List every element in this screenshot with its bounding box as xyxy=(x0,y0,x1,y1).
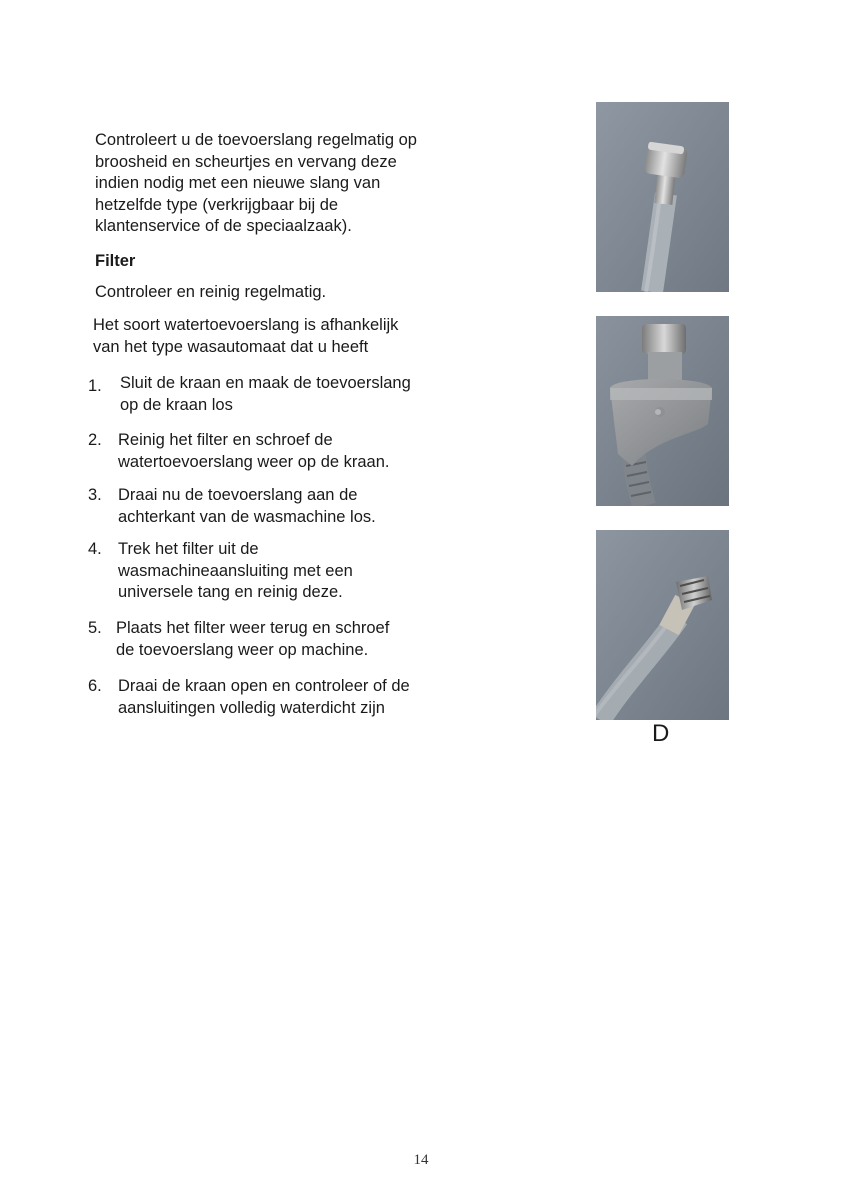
step-number: 1. xyxy=(88,377,102,395)
filter-heading: Filter xyxy=(95,252,136,270)
step-text: Sluit de kraan en maak de toevoerslang op de kraan los xyxy=(120,374,411,414)
step-text: Draai de kraan open en controleer of de aansluitingen volledig waterdicht zijn xyxy=(118,677,410,717)
hose-nut-photo xyxy=(596,102,729,292)
page-number: 14 xyxy=(413,1152,429,1168)
step-number: 4. xyxy=(88,540,102,558)
step-number: 6. xyxy=(88,677,102,695)
intro-paragraph: Controleert u de toevoerslang regelmatig op broosheid en scheurtjes en vervang deze indien nodig met een nieuwe slang van hetzelfde type (verkrijgbaar bij de klantenservice of de speciaalzaak). xyxy=(95,131,417,235)
step-text: Plaats het filter weer terug en schroef de toevoerslang weer op machine. xyxy=(116,619,390,659)
hose-coupling-photo xyxy=(596,530,729,720)
step-number: 2. xyxy=(88,431,102,449)
step-text: Reinig het filter en schroef de watertoevoerslang weer op de kraan. xyxy=(118,431,390,471)
step-text: Trek het filter uit de wasmachineaansluiting met een universele tang en reinig deze. xyxy=(118,540,353,601)
hose-type-paragraph: Het soort watertoevoerslang is afhankelijk van het type wasautomaat dat u heeft xyxy=(93,316,399,356)
filter-paragraph: Controleer en reinig regelmatig. xyxy=(95,283,327,301)
step-number: 5. xyxy=(88,619,102,637)
filter-housing-photo xyxy=(596,316,729,506)
step-text: Draai nu de toevoerslang aan de achterkant van de wasmachine los. xyxy=(118,486,376,526)
step-number: 3. xyxy=(88,486,102,504)
photo-label: D xyxy=(652,720,670,747)
